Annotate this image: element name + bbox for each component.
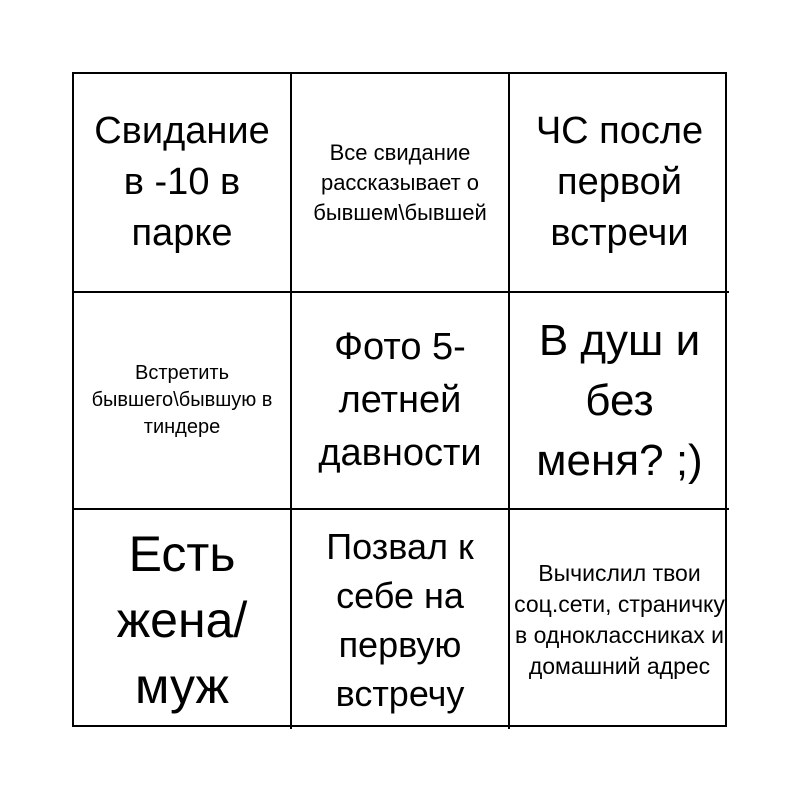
bingo-cell-r2-c2[interactable]: [292, 293, 510, 510]
bingo-cell-text: Встретить бывшего\бывшую в тиндере: [91, 362, 273, 438]
bingo-cell-text: Вычислил твои соц.сети, страничку в одноклассниках и домашний адрес: [514, 559, 725, 679]
bingo-cell-text: В душ и без меня? ;): [536, 315, 703, 485]
bingo-cell-r1-c3[interactable]: [510, 74, 729, 293]
bingo-board: [72, 72, 727, 727]
bingo-cell-text: Свидание в -10 в парке: [94, 110, 270, 254]
bingo-cell-r1-c2[interactable]: [292, 74, 510, 293]
bingo-cell-r2-c3[interactable]: [510, 293, 729, 510]
bingo-cell-r2-c1[interactable]: [74, 293, 292, 510]
bingo-cell-r1-c1[interactable]: [74, 74, 292, 293]
bingo-cell-text: Позвал к себе на первую встречу: [326, 525, 474, 714]
bingo-cell-text: Есть жена/муж: [116, 525, 248, 714]
bingo-cell-text: Все свидание рассказывает о бывшем\бывшей: [313, 139, 487, 225]
bingo-cell-r3-c1[interactable]: [74, 510, 292, 729]
bingo-cell-r3-c3[interactable]: [510, 510, 729, 729]
bingo-cell-text: ЧС после первой встречи: [535, 110, 704, 254]
bingo-cell-text: Фото 5-летней давности: [318, 326, 482, 474]
bingo-cell-r3-c2[interactable]: [292, 510, 510, 729]
